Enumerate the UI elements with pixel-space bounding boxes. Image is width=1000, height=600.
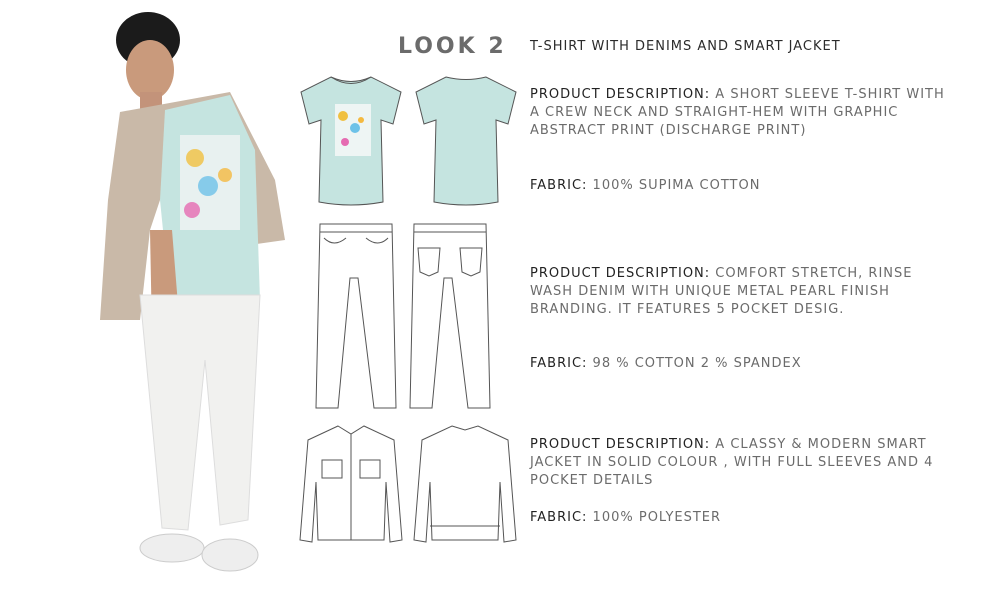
product-3-description-label: PRODUCT DESCRIPTION:	[530, 437, 711, 452]
product-1-fabric-text: 100% SUPIMA COTTON	[587, 178, 761, 193]
product-3-description-text: A CLASSY & MODERN SMART JACKET IN SOLID COLOUR , WITH FULL SLEEVES AND 4 POCKET DETAILS	[530, 437, 934, 488]
product-3-description	[530, 436, 950, 490]
product-1-description-label: PRODUCT DESCRIPTION:	[530, 87, 711, 102]
jeans-front-sketch	[312, 218, 400, 414]
look-title: LOOK 2	[398, 34, 507, 59]
look-subtitle: T-SHIRT WITH DENIMS AND SMART JACKET	[530, 39, 841, 54]
product-2-description	[530, 265, 950, 319]
product-1-fabric	[530, 178, 760, 193]
product-2-fabric-text: 98 % COTTON 2 % SPANDEX	[587, 356, 802, 371]
tshirt-back-sketch	[412, 72, 520, 210]
product-2-description-text: COMFORT STRETCH, RINSE WASH DENIM WITH UNIQUE METAL PEARL FINISH BRANDING. IT FEATURES 5 POCKET DESIG.	[530, 266, 913, 317]
tshirt-front-sketch	[297, 72, 405, 210]
jacket-front-sketch	[298, 422, 404, 552]
product-2-fabric	[530, 356, 802, 371]
product-1-fabric-label: FABRIC:	[530, 178, 588, 193]
product-2-description-label: PRODUCT DESCRIPTION:	[530, 266, 711, 281]
product-3-fabric	[530, 510, 721, 525]
product-2-fabric-label: FABRIC:	[530, 356, 588, 371]
jacket-back-sketch	[412, 422, 518, 552]
product-1-description	[530, 86, 950, 140]
model-photo	[80, 0, 300, 600]
product-3-fabric-label: FABRIC:	[530, 510, 588, 525]
jeans-back-sketch	[406, 218, 494, 414]
product-1-description-text: A SHORT SLEEVE T-SHIRT WITH A CREW NECK AND STRAIGHT-HEM WITH GRAPHIC ABSTRACT PRINT (DISCHARGE PRINT)	[530, 87, 945, 138]
product-3-fabric-text: 100% POLYESTER	[587, 510, 722, 525]
